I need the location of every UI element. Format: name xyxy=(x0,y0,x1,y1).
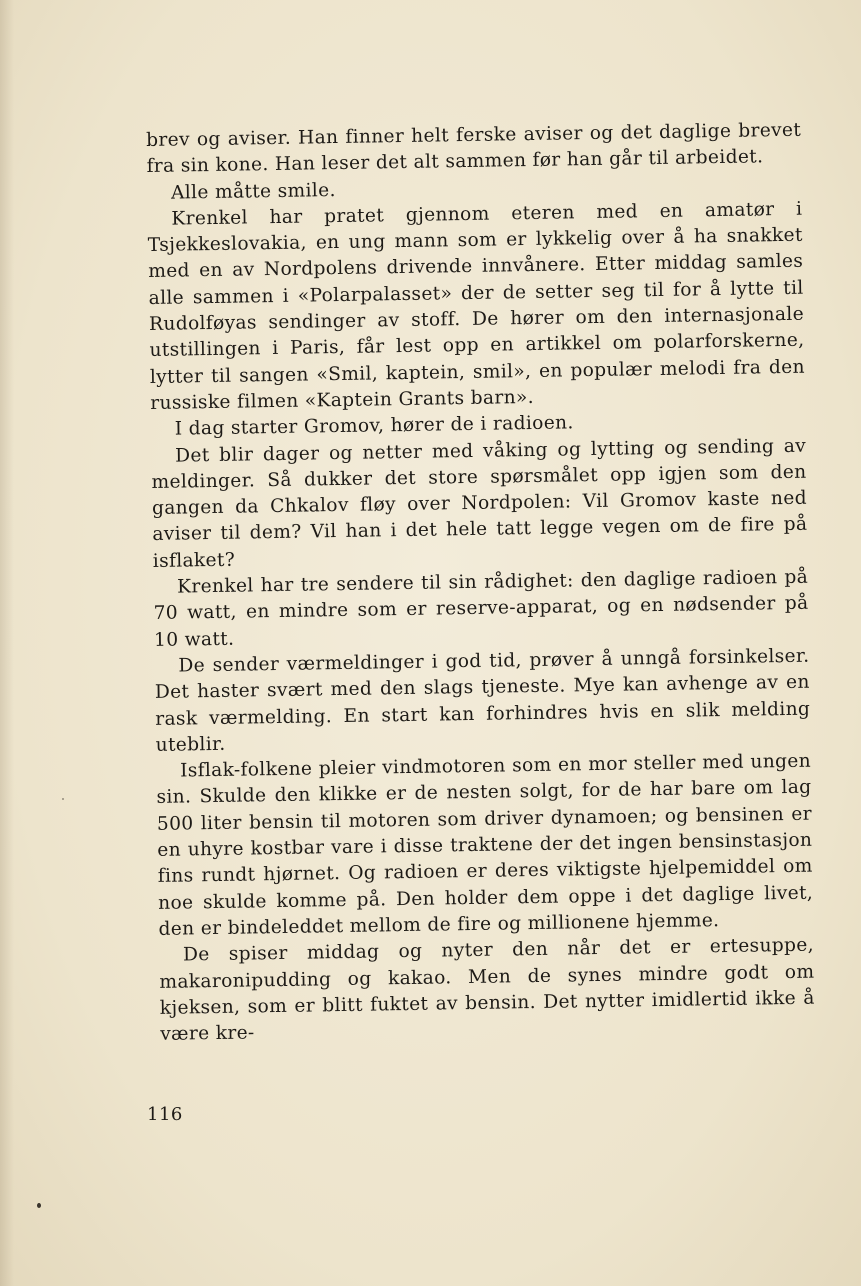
ink-speck xyxy=(37,1203,41,1208)
body-text xyxy=(146,118,815,1049)
paragraph-4: I dag starter Gromov, hører de i radioen. xyxy=(174,412,574,440)
paragraph-3: Krenkel har pratet gjennom eteren med en amatør i Tsjekkeslovakia, en ung mann som er lykkelig over å ha snakket med en av Nordpolens drivende innvånere. Etter middag samles alle sammen i «Polarpalasset» der de setter seg til for å lytte til Rudolføyas sendinger av stoff. De hører om den internasjonale utstillingen i Paris, får lest opp en artikkel om polarforskerne, lytter til sangen «Smil, kaptein, smil», en populær melodi fra den russiske filmen «Kaptein Grants barn». xyxy=(147,198,805,414)
page-number: 116 xyxy=(147,1104,183,1125)
page-edge-shadow xyxy=(0,0,14,1286)
paragraph-1: brev og aviser. Han finner helt ferske aviser og det daglige brevet fra sin kone. Han leser det alt sammen før han går til arbeidet. xyxy=(146,119,802,178)
paragraph-8: Isflak-folkene pleier vindmotoren som en mor steller med ungen sin. Skulde den klikke er de nesten solgt, for de har bare om lag 500 liter bensin til motoren som driver dynamoen; og bensinen er en uhyre kostbar vare i disse traktene der det ingen bensinstasjon fins rundt hjørnet. Og radioen er deres viktigste hjelpemiddel om noe skulde komme på. Den holder dem oppe i det daglige livet, den er bindeleddet mellom de fire og millionene hjemme. xyxy=(156,750,814,940)
paragraph-9: De spiser middag og nyter den når det er ertesuppe, makaronipudding og kakao. Men de synes mindre godt om kjeksen, som er blitt fuktet av bensin. Det nytter imidlertid ikke å være kre- xyxy=(159,934,815,1045)
paragraph-7: De sender værmeldinger i god tid, prøver å unngå forsinkelser. Det haster svært med den slags tjeneste. Mye kan avhenge av en rask værmelding. En start kan forhindres hvis en slik melding uteblir. xyxy=(154,645,811,756)
paragraph-5: Det blir dager og netter med våking og lytting og sending av meldinger. Så dukker det store spørsmålet opp igjen som den gangen da Chkalov fløy over Nordpolen: Vil Gromov kaste ned aviser til dem? Vil han i det hele tatt legge vegen om de fire på isflaket? xyxy=(151,435,808,572)
ink-speck xyxy=(62,798,64,800)
paragraph-6: Krenkel har tre sendere til sin rådighet: den daglige radioen på 70 watt, en mindre som er reserve-apparat, og en nødsender på 10 watt. xyxy=(153,566,809,651)
paragraph-2: Alle måtte smile. xyxy=(170,179,336,204)
